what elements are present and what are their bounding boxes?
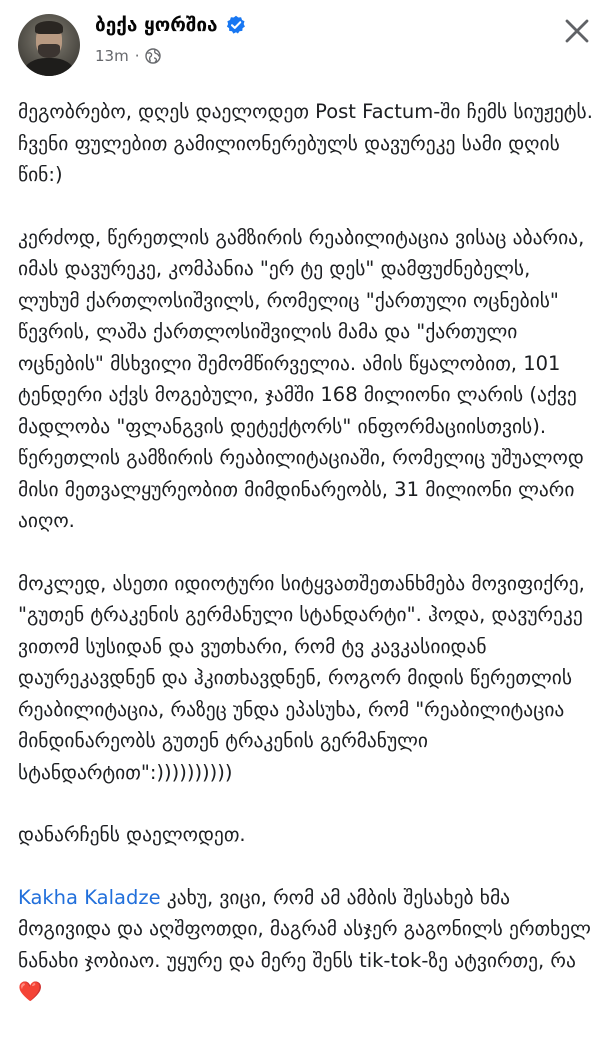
post-paragraph: დანარჩენს დაელოდეთ. — [18, 823, 246, 846]
meta-separator: · — [134, 47, 140, 65]
globe-icon — [145, 48, 161, 64]
timestamp[interactable]: 13m — [95, 47, 129, 65]
post-paragraph: კერძოდ, წერეთლის გამზირის რეაბილიტაცია ვისაც აბარია, იმას დავურეკე, კომპანია "ერ ტე დეს" დამფუძნებელს, ლუხუმ ქართლოსიშვილს, რომელიც "ქართული ოცნების" წევრის, ლაშა ქართლოსიშვილის მამა და "ქართული ოცნების" მსხვილი შემომწირველია. ამის წყალობით, 101 ტენდერი აქვს მოგებული, ჯამში 168 მილიონი ლარის (აქვე მადლობა "ფლანგვის დეტექტორს" ინფორმაციისთვის). წერეთლის გამზირის რეაბილიტაციაში, რომელიც უშუალოდ მისი მეთვალყურეობით მიმდინარეობს, 31 მილიონი ლარი აიღო. — [18, 225, 585, 532]
heart-emoji: ❤️ — [18, 980, 43, 1003]
avatar[interactable] — [18, 14, 80, 76]
post-text: კახუ, ვიცი, რომ ამ ამბის შესახებ ხმა მოგივიდა და აღშფოთდი, მაგრამ ასჯერ გაგონილს ერთხელ ნანახი ჯობიაო. უყურე და მერე შენს tik-tok-ზე ატვირთე, რა — [18, 885, 591, 972]
verified-badge-icon — [226, 15, 246, 35]
author-name[interactable]: ბექა ყორშია — [95, 14, 218, 36]
post-meta — [95, 47, 161, 65]
post-paragraph: მეგობრებო, დღეს დაელოდეთ Post Factum-ში ჩემს სიუჟეტს. ჩვენი ფულებით გამილიონერებულს დავურეკე სამი დღის წინ:) — [18, 100, 593, 186]
post-paragraph: მოკლედ, ასეთი იდიოტური სიტყვათშეთანხმება მოვიფიქრე, "გუთენ ტრაკენის გერმანული სტანდარტი". ჰოდა, დავურეკე ვითომ სუსიდან და ვუთხარი, რომ ტვ კავკასიიდან დაურეკავდნენ და ჰკითხავდნენ, როგორ მიდის წერეთლის რეაბილიტაცია, რაზეც უნდა ეპასუხა, რომ "რეაბილიტაცია მინდინარეობს გუთენ ტრაკენის გერმანული სტანდარტით":)))))))))) — [18, 571, 585, 784]
post-header — [0, 0, 609, 90]
mention-link[interactable]: Kakha Kaladze — [18, 885, 161, 909]
close-icon — [564, 18, 590, 44]
post-body — [18, 96, 598, 1039]
author-name-row — [95, 14, 246, 36]
post-paragraph-last — [18, 882, 598, 1008]
close-button[interactable] — [560, 14, 594, 48]
